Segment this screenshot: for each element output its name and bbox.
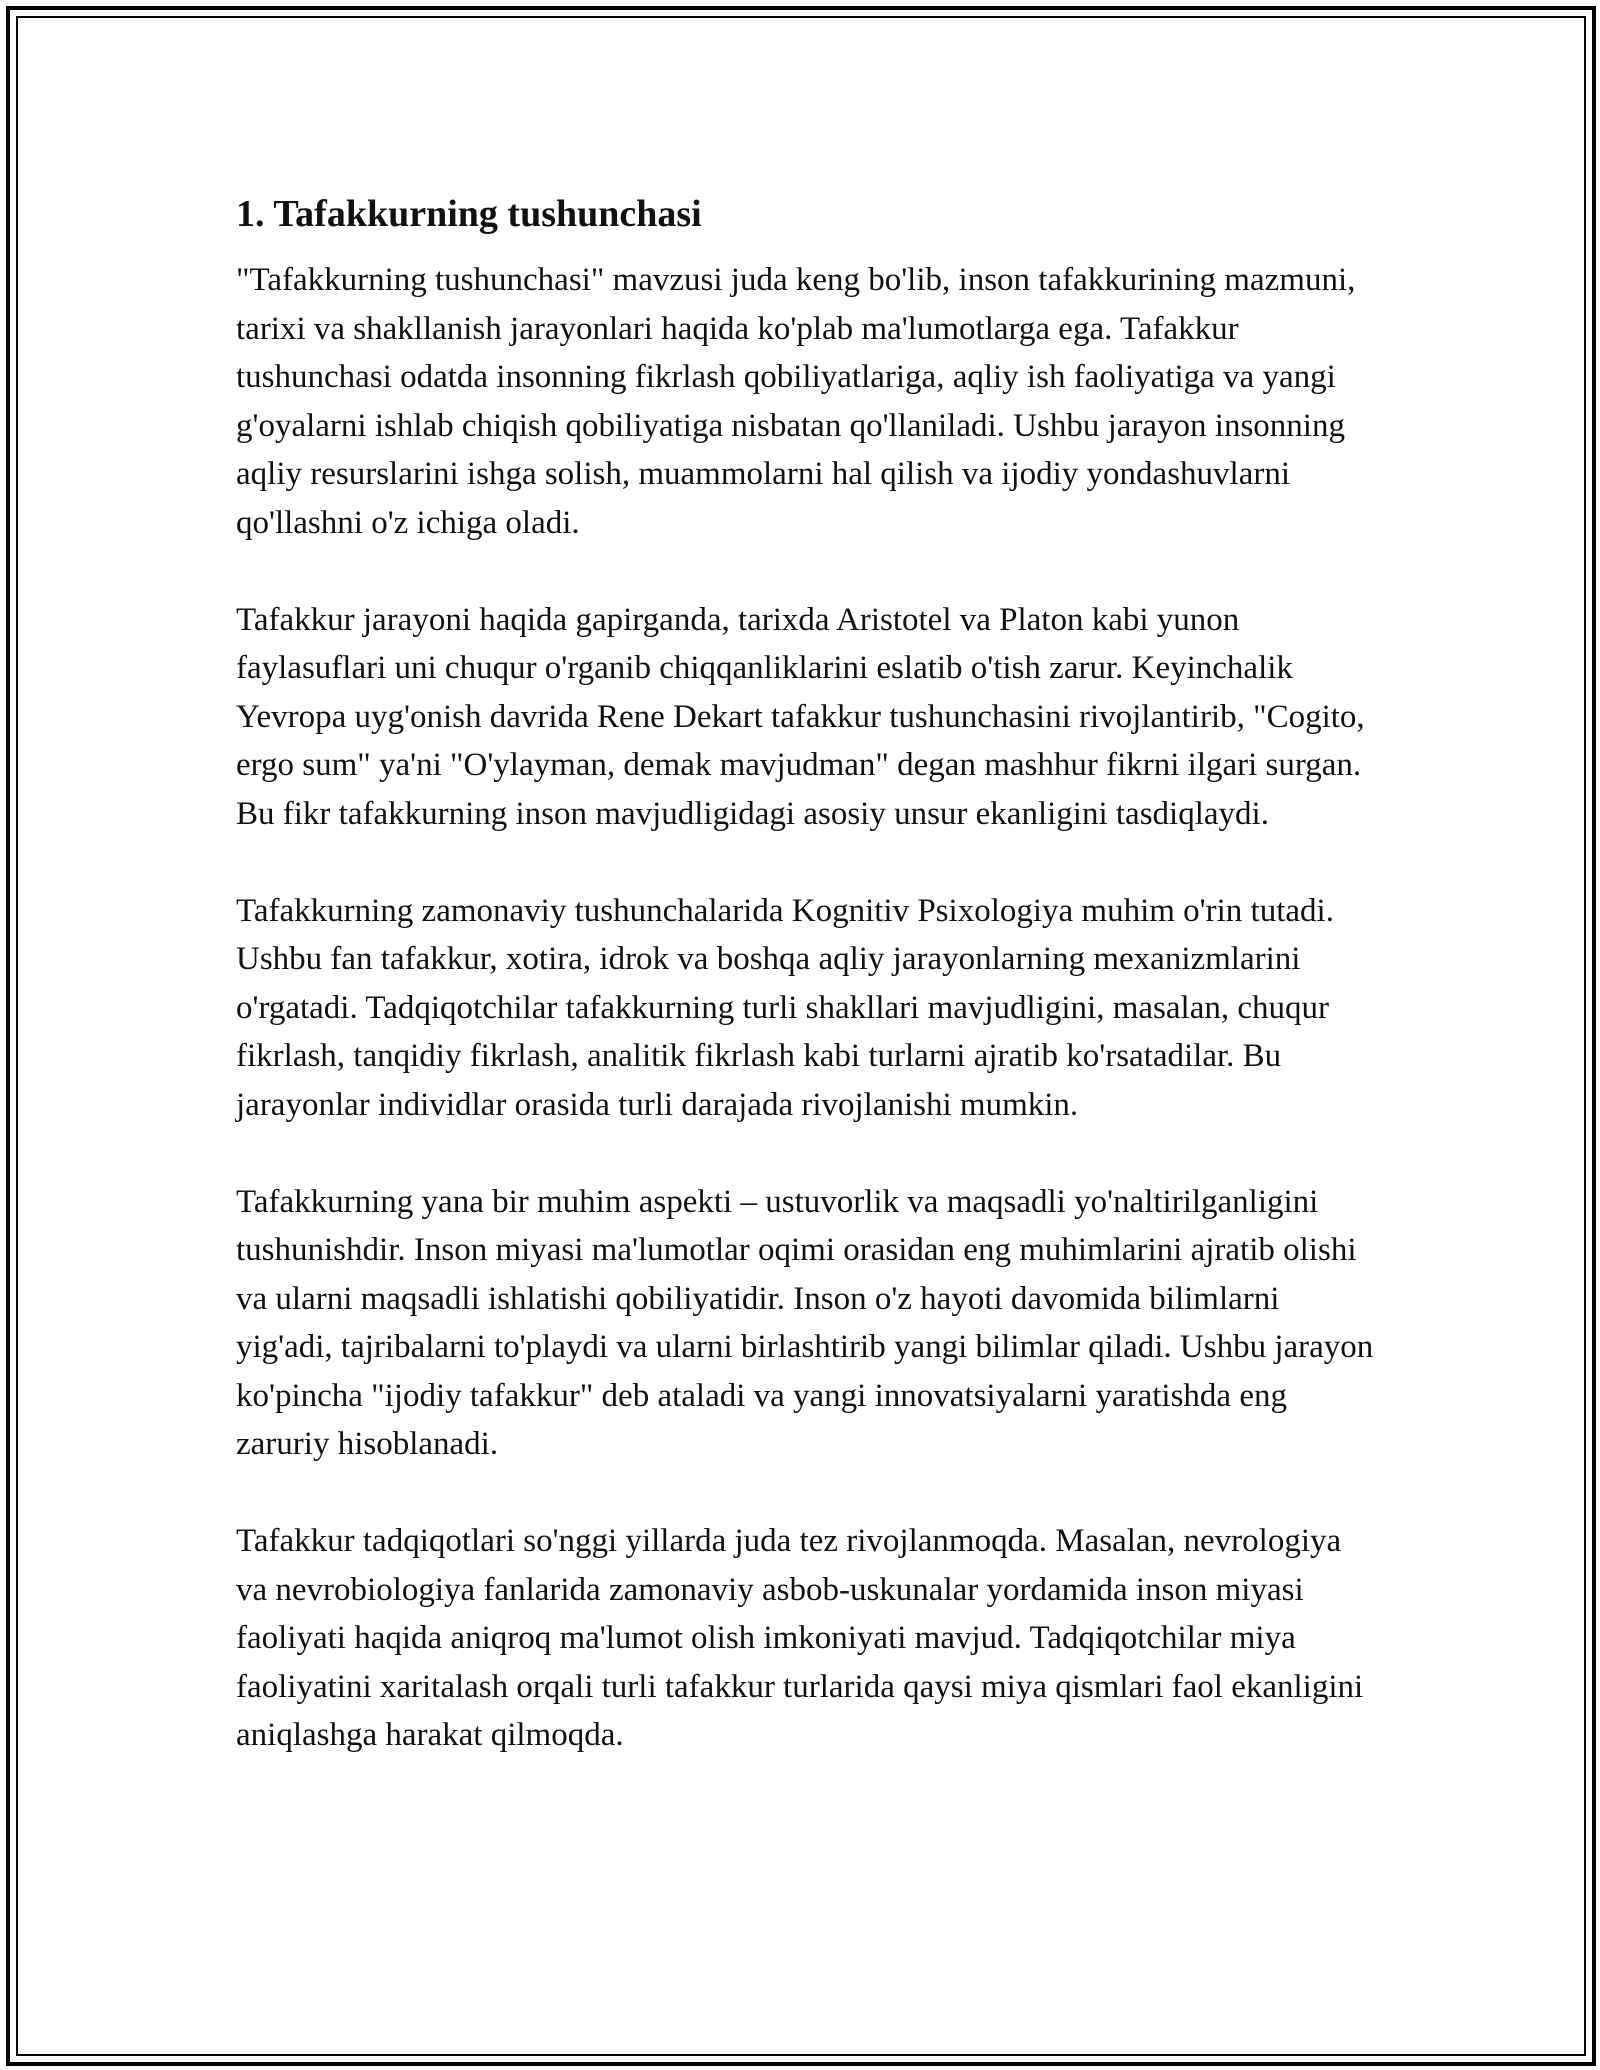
paragraph-2: Tafakkur jarayoni haqida gapirganda, tarixda Aristotel va Platon kabi yunon faylasuflari uni chuqur o'rganib chiqqanliklarini eslatib o'tish zarur. Keyinchalik Yevropa uyg'onish davrida Rene Dekart tafakkur tushunchasini rivojlantirib, "Cogito, ergo sum" ya'ni "O'ylayman, demak mavjudman" degan mashhur fikrni ilgari surgan. Bu fikr tafakkurning inson mavjudligidagi asosiy unsur ekanligini tasdiqlaydi. <box>236 601 1365 832</box>
paragraph-5: Tafakkur tadqiqotlari so'nggi yillarda juda tez rivojlanmoqda. Masalan, nevrologiya va nevrobiologiya fanlarida zamonaviy asbob-uskunalar yordamida inson miyasi faoliyati haqida aniqroq ma'lumot olish imkoniyati mavjud. Tadqiqotchilar miya faoliyatini xaritalash orqali turli tafakkur turlarida qaysi miya qismlari faol ekanligini aniqlashga harakat qilmoqda. <box>236 1523 1364 1753</box>
section-heading: 1. Tafakkurning tushunchasi <box>236 193 702 235</box>
paragraph-4: Tafakkurning yana bir muhim aspekti – ustuvorlik va maqsadli yo'naltirilganligini tushunishdir. Inson miyasi ma'lumotlar oqimi orasidan eng muhimlarini ajratib olishi va ularni maqsadli ishlatishi qobiliyatidir. Inson o'z hayoti davomida bilimlarni yig'adi, tajribalarni to'playdi va ularni birlashtirib yangi bilimlar qiladi. Ushbu jarayon ko'pincha "ijodiy tafakkur" deb ataladi va yangi innovatsiyalarni yaratishda eng zaruriy hisoblanadi. <box>236 1183 1374 1462</box>
paragraph-1: "Tafakkurning tushunchasi" mavzusi juda keng bo'lib, inson tafakkurining mazmuni, tarixi va shakllanish jarayonlari haqida ko'plab ma'lumotlarga ega. Tafakkur tushunchasi odatda insonning fikrlash qobiliyatlariga, aqliy ish faoliyatiga va yangi g'oyalarni ishlab chiqish qobiliyatiga nisbatan qo'llaniladi. Ushbu jarayon insonning aqliy resurslarini ishga solish, muammolarni hal qilish va ijodiy yondashuvlarni qo'llashni o'z ichiga oladi. <box>236 262 1356 541</box>
document-body <box>236 188 1376 1760</box>
paragraph-3: Tafakkurning zamonaviy tushunchalarida Kognitiv Psixologiya muhim o'rin tutadi. Ushbu fan tafakkur, xotira, idrok va boshqa aqliy jarayonlarning mexanizmlarini o'rgatadi. Tadqiqotchilar tafakkurning turli shakllari mavjudligini, masalan, chuqur fikrlash, tanqidiy fikrlash, analitik fikrlash kabi turlarni ajratib ko'rsatadilar. Bu jarayonlar individlar orasida turli darajada rivojlanishi mumkin. <box>236 892 1334 1123</box>
